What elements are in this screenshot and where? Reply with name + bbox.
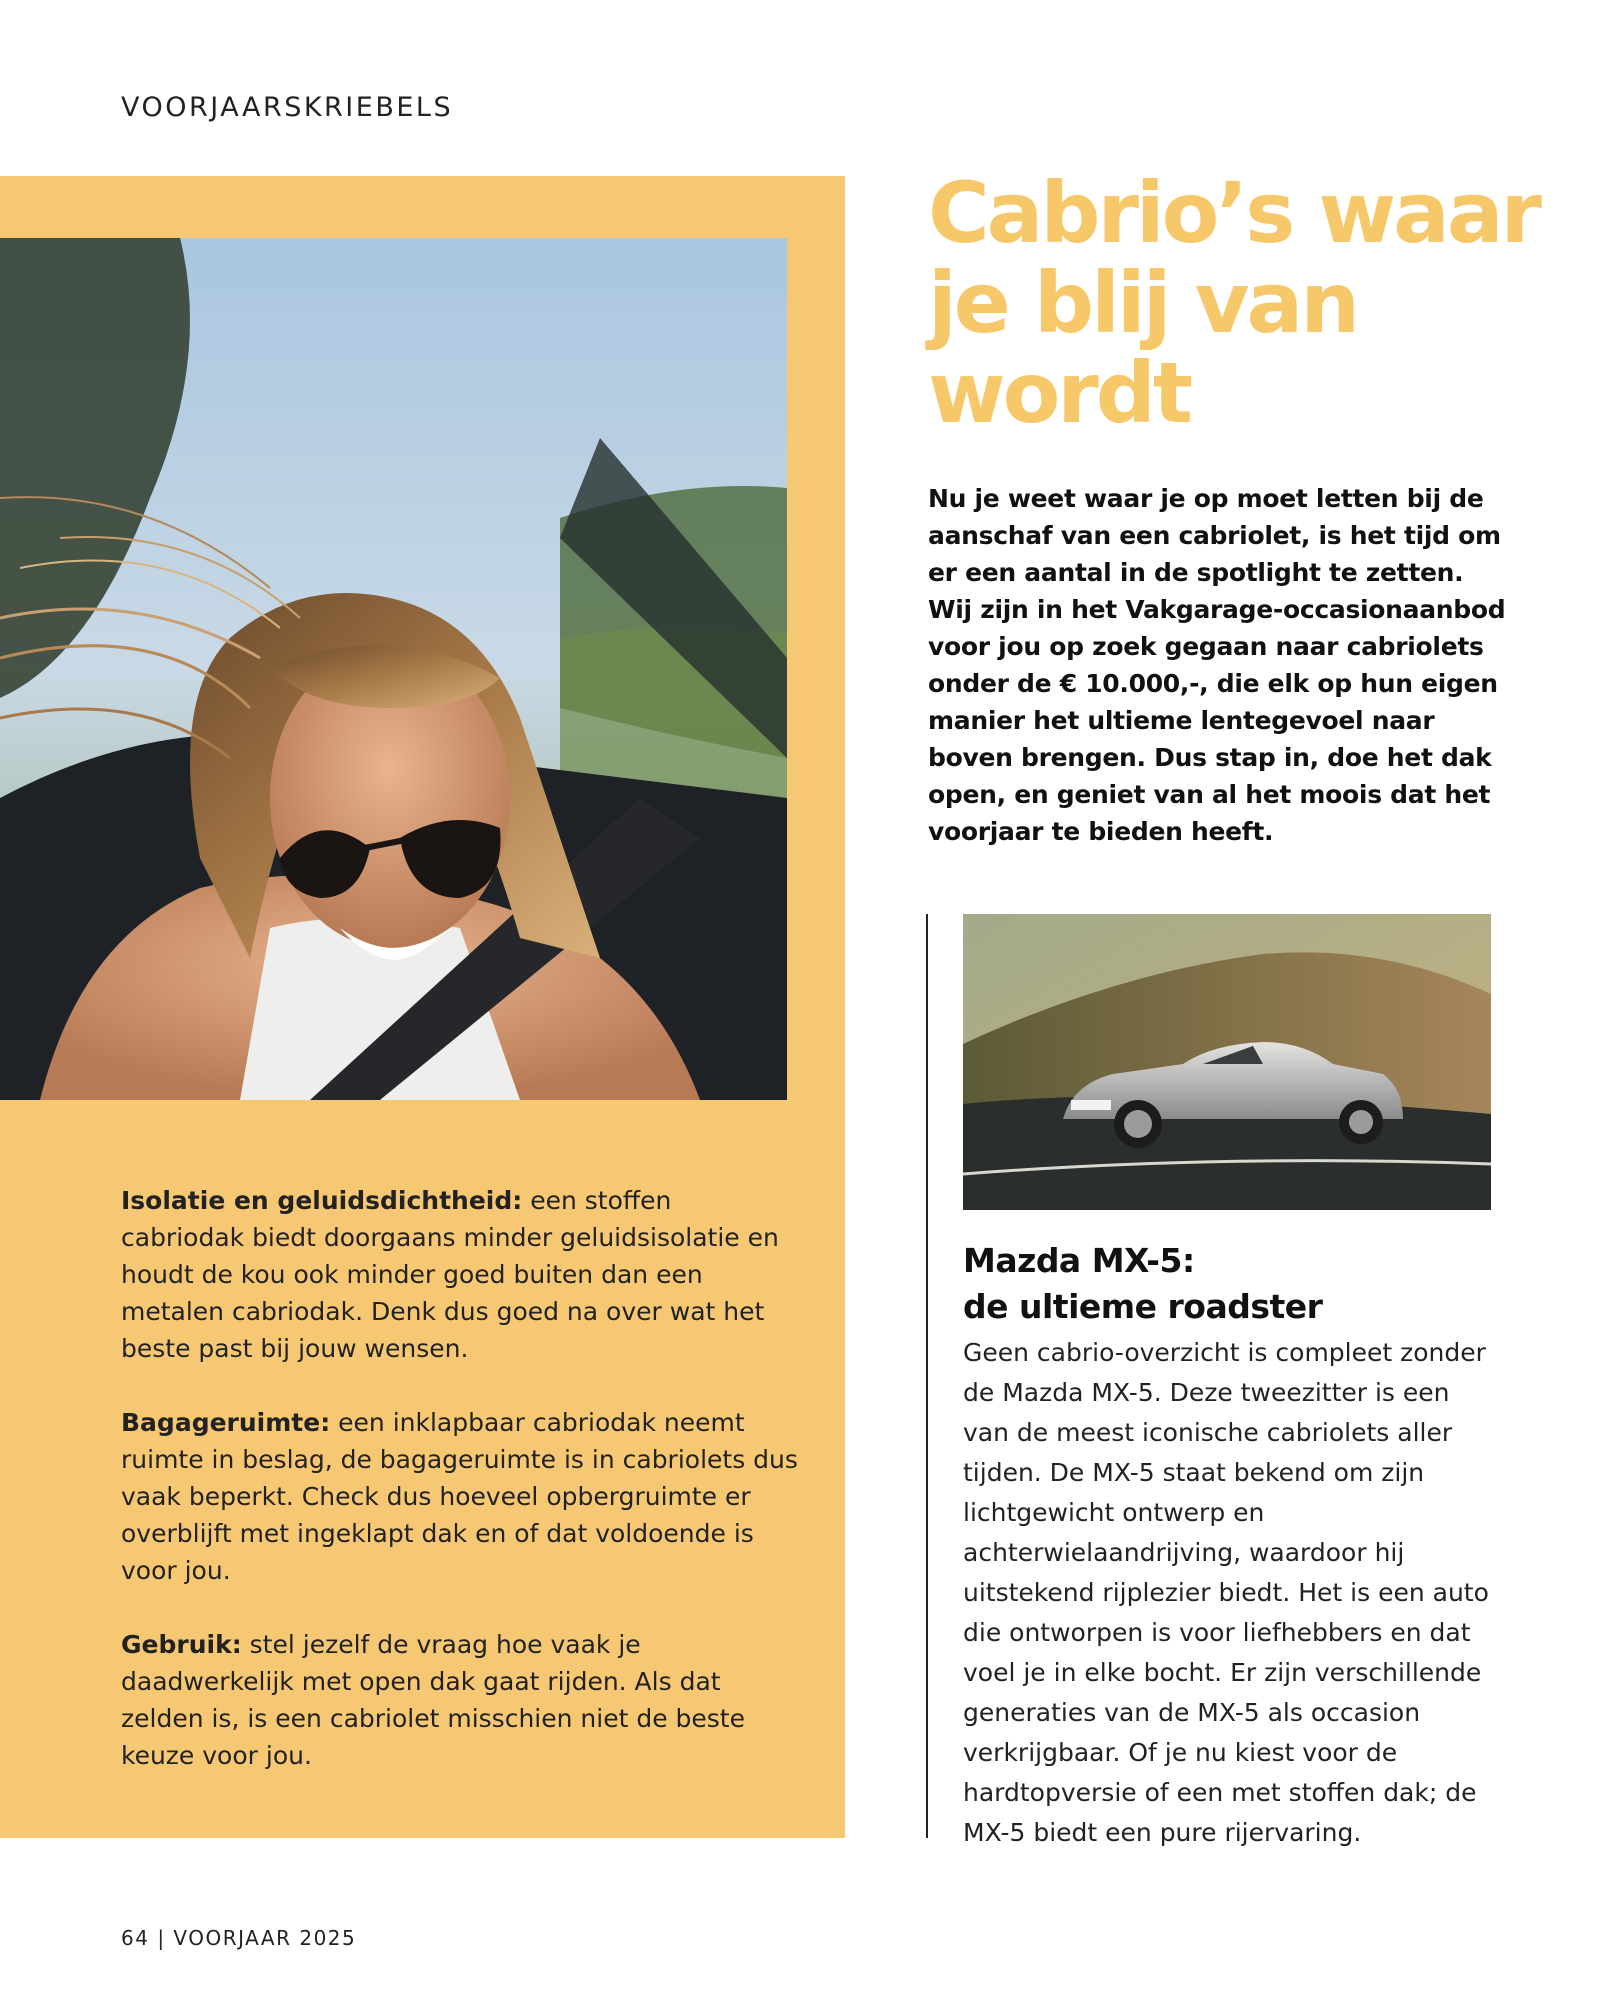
tip-isolation (121, 1182, 801, 1367)
tip-term: Bagageruimte: (121, 1408, 331, 1437)
photo-mazda-mx5 (963, 914, 1491, 1210)
buying-tips (121, 1182, 801, 1811)
issue-label: VOORJAAR 2025 (173, 1926, 357, 1950)
page-footer (121, 1926, 356, 1950)
car-description: Geen cabrio-overzicht is compleet zonder de Mazda MX-5. Deze tweezitter is een van de meest iconische cabriolets aller tijden. De MX-5 staat bekend om zijn lichtgewicht ontwerp en achterwielaandrijving, waardoor hij uitstekend rijplezier biedt. Het is een auto die ontworpen is voor liefhebbers en dat voel je in elke bocht. Er zijn verschillende generaties van de MX-5 als occasion verkrijgbaar. Of je nu kiest voor de hardtopversie of een met stoffen dak; de MX-5 biedt een pure rijervaring. (963, 1338, 1489, 1847)
car-title-line2: de ultieme roadster (963, 1287, 1323, 1326)
column-divider (926, 914, 928, 1838)
tip-usage (121, 1626, 801, 1774)
tip-text: een inklapbaar cabriodak neemt ruimte in beslag, de bagageruimte is in cabriolets dus vaak beperkt. Check dus hoeveel opbergruimte er overblijft met ingeklapt dak en of dat voldoende is voor jou. (121, 1408, 798, 1585)
intro-paragraph: Nu je weet waar je op moet letten bij de aanschaf van een cabriolet, is het tijd om er een aantal in de spotlight te zetten. Wij zijn in het Vakgarage-occasionaanbod voor jou op zoek gegaan naar cabriolets onder de € 10.000,-, die elk op hun eigen manier het ultieme lentegevoel naar boven brengen. Dus stap in, doe het dak open, en geniet van al het moois dat het voorjaar te bieden heeft. (928, 484, 1506, 846)
car-title (963, 1238, 1523, 1330)
tip-term: Isolatie en geluidsdichtheid: (121, 1186, 523, 1215)
tip-text: een stoffen cabriodak biedt doorgaans minder geluidsisolatie en houdt de kou ook minder goed buiten dan een metalen cabriodak. Denk dus goed na over wat het beste past bij jouw wensen. (121, 1186, 779, 1363)
car-title-line1: Mazda MX-5: (963, 1241, 1195, 1280)
section-label: VOORJAARSKRIEBELS (121, 92, 454, 123)
tip-text: stel jezelf de vraag hoe vaak je daadwerkelijk met open dak gaat rijden. Als dat zelden is, is een cabriolet misschien niet de beste keuze voor jou. (121, 1630, 745, 1770)
tip-luggage (121, 1404, 801, 1589)
photo-woman-in-cabrio (0, 238, 787, 1100)
footer-separator: | (157, 1926, 166, 1950)
headline: Cabrio’s waar je blij van wordt (928, 164, 1539, 442)
tip-term: Gebruik: (121, 1630, 242, 1659)
page-number: 64 (121, 1926, 150, 1950)
